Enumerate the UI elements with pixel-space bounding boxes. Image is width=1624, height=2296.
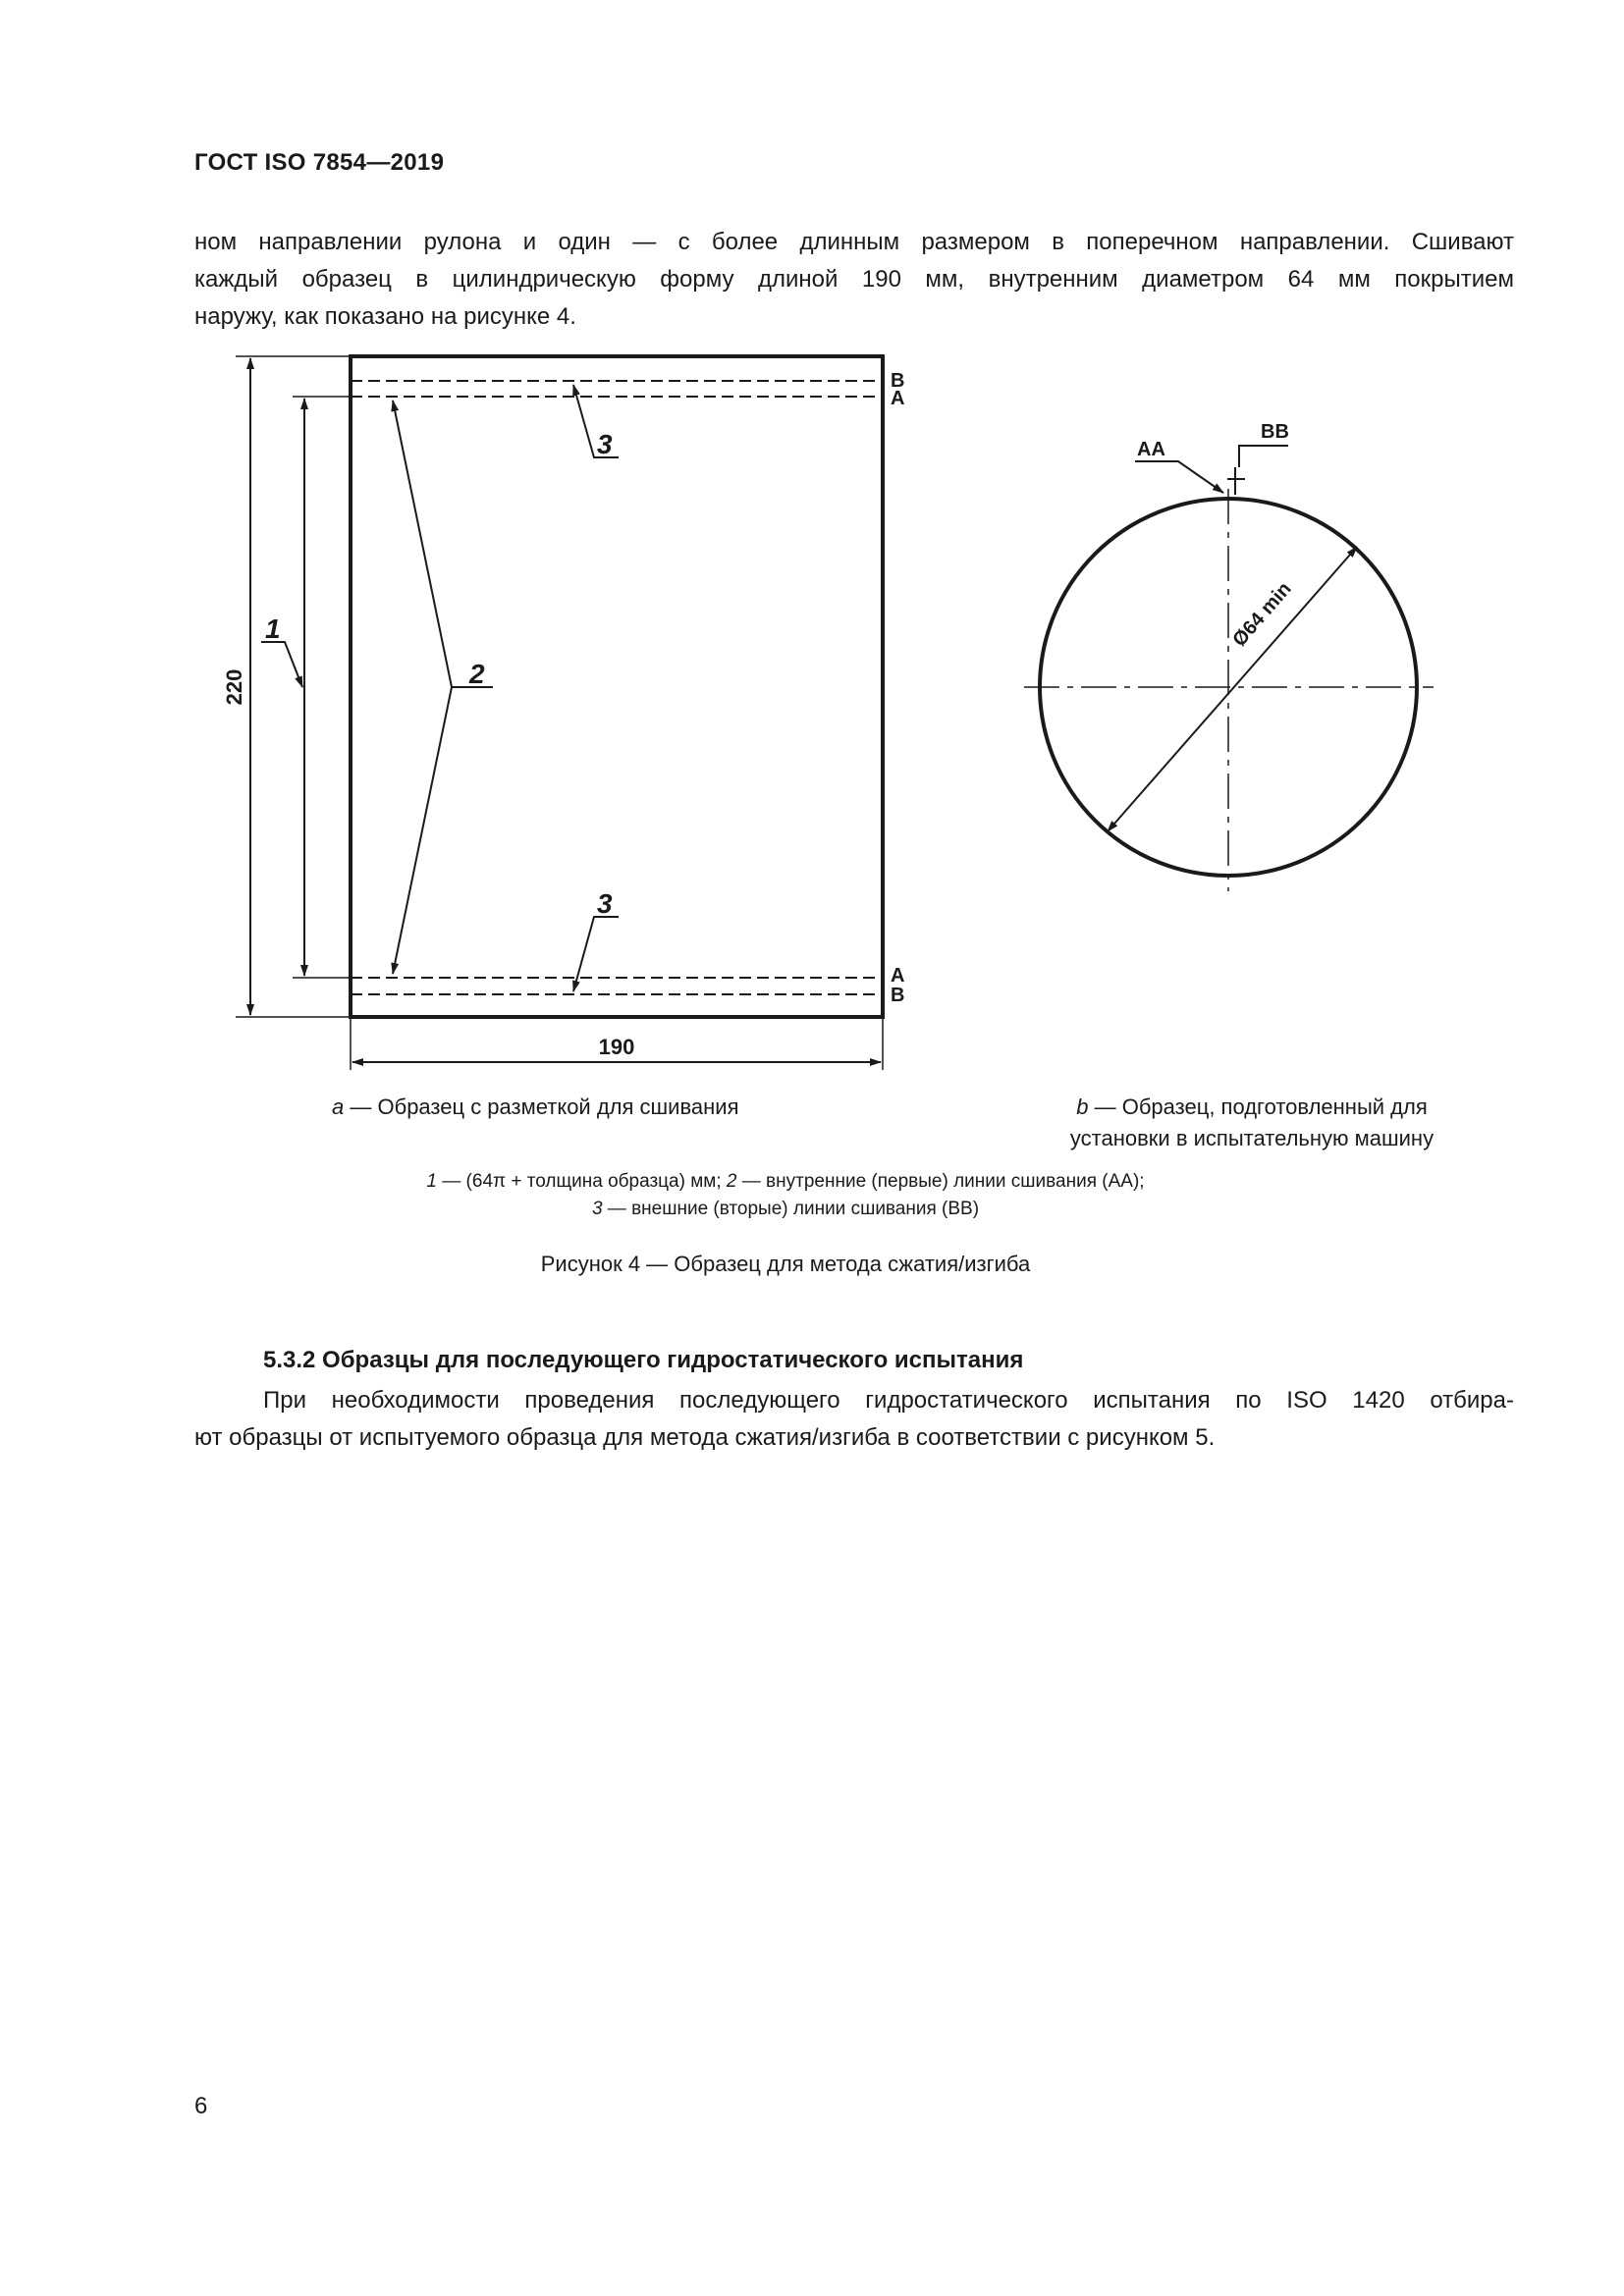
dimension-190: 190 <box>598 1035 635 1059</box>
leader-aa <box>1135 461 1223 493</box>
legend-text-1: — (64π + толщина образца) мм; <box>437 1171 727 1192</box>
dimension-220: 220 <box>222 668 246 706</box>
intro-line: ном направлении рулона и один — с более длинным размером в поперечном направлении. Сшивают <box>194 229 1514 255</box>
diameter-label: Ø64 min <box>1228 578 1296 652</box>
section-heading: 5.3.2 Образцы для последующего гидростатического испытания <box>263 1347 1024 1373</box>
sample-rectangle <box>351 356 883 1017</box>
item-label-2: 2 <box>469 659 485 689</box>
legend-key-2: 2 <box>726 1171 737 1192</box>
drawing-a-sample-marking <box>236 356 883 1070</box>
diameter-line <box>1108 547 1357 831</box>
section-paragraph <box>194 1382 1514 1457</box>
caption-b-text-2: установки в испытательную машину <box>1069 1126 1435 1150</box>
drawing-b-cylinder-section <box>1024 446 1434 891</box>
caption-b <box>1021 1092 1483 1154</box>
figure-title: Рисунок 4 — Образец для метода сжатия/изгиба <box>540 1252 1031 1276</box>
section-line: При необходимости проведения последующего гидростатического испытания по ISO 1420 отбира- <box>263 1387 1514 1414</box>
leader-bb <box>1239 446 1288 467</box>
edge-label-b-bottom: B <box>891 985 905 1006</box>
section-line: ют образцы от испытуемого образца для метода сжатия/изгиба в соответствии с рисунком 5. <box>194 1424 1216 1451</box>
edge-label-a-top: A <box>891 388 905 409</box>
page-number: 6 <box>194 2093 208 2119</box>
item-label-1: 1 <box>265 614 281 644</box>
caption-a-text: — Образец с разметкой для сшивания <box>344 1095 739 1119</box>
legend-key-1: 1 <box>426 1171 437 1192</box>
intro-line: каждый образец в цилиндрическую форму длиной 190 мм, внутренним диаметром 64 мм покрытием <box>194 266 1514 293</box>
leader-3-bottom <box>573 917 619 991</box>
leader-2 <box>393 400 493 687</box>
page-header: ГОСТ ISO 7854—2019 <box>194 149 445 176</box>
edge-label-a-bottom: A <box>891 965 905 987</box>
figure-legend <box>295 1168 1276 1223</box>
caption-b-text-1: — Образец, подготовленный для <box>1088 1095 1428 1119</box>
drawing-a-labels <box>222 370 904 1059</box>
item-label-3-bottom: 3 <box>597 888 613 919</box>
label-bb: BB <box>1261 421 1289 443</box>
label-underlines <box>261 457 619 917</box>
label-aa: AA <box>1137 439 1165 460</box>
intro-line: наружу, как показано на рисунке 4. <box>194 303 576 330</box>
caption-b-letter: b <box>1076 1095 1089 1119</box>
caption-a <box>332 1092 739 1123</box>
legend-text-3: — внешние (вторые) линии сшивания (BB) <box>602 1199 980 1219</box>
legend-key-3: 3 <box>591 1199 603 1219</box>
caption-a-letter: a <box>332 1095 345 1119</box>
drawing-b-labels <box>1137 421 1296 651</box>
leader-2-bottom <box>393 687 452 974</box>
legend-text-2: — внутренние (первые) линии сшивания (AA); <box>736 1171 1145 1192</box>
edge-label-b-top: B <box>891 370 905 392</box>
item-label-3-top: 3 <box>597 429 613 459</box>
leader-1 <box>261 642 302 687</box>
